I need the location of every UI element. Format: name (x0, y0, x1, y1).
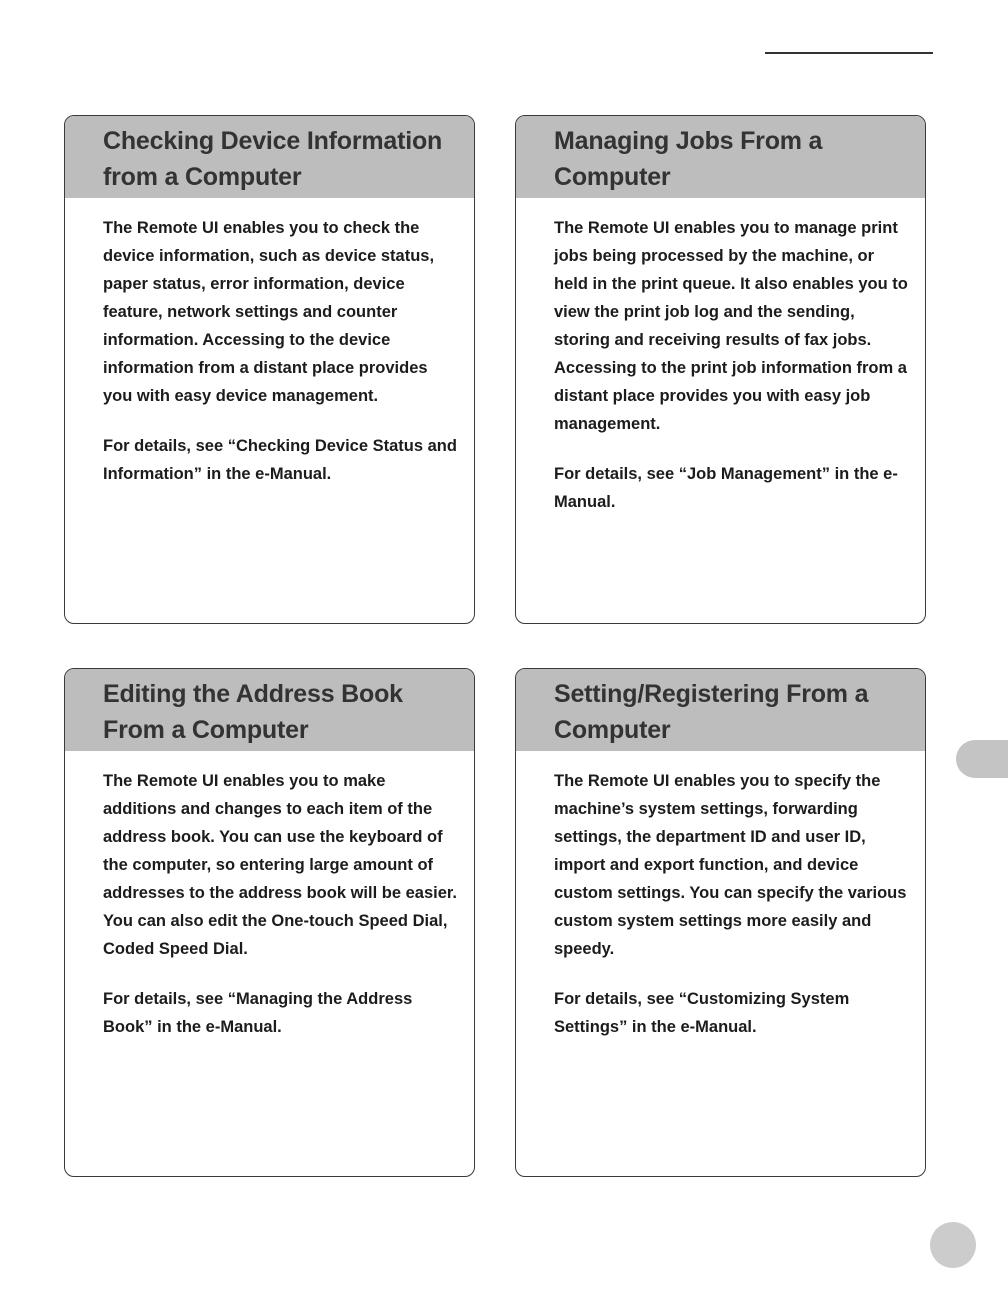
card-description: The Remote UI enables you to manage print jobs being processed by the machine, or held in the print queue. It also enables you to view the print job log and the sending, storing and receiving results of fax jobs. Accessing to the print job information from a distant place provides you with easy job management. (554, 219, 908, 433)
card-checking-device-information (64, 115, 475, 624)
card-body (65, 198, 474, 488)
card-title-line2: From a Computer (103, 716, 309, 744)
card-header (516, 669, 925, 751)
chapter-side-tab (956, 740, 1008, 778)
card-description: The Remote UI enables you to check the device information, such as device status, paper status, error information, device feature, network settings and counter information. Accessing to the device information from a distant place provides you with easy device management. (103, 219, 435, 405)
card-title (554, 676, 915, 748)
card-details-reference: For details, see “Managing the Address Book” in the e-Manual. (103, 990, 413, 1036)
card-body (65, 751, 474, 1041)
card-title (554, 123, 915, 195)
card-title (103, 676, 464, 748)
card-description: The Remote UI enables you to make additions and changes to each item of the address book. You can use the keyboard of the computer, so entering large amount of addresses to the address book will be easier. You can also edit the One-touch Speed Dial, Coded Speed Dial. (103, 772, 457, 958)
card-body (516, 751, 925, 1041)
header-rule (765, 52, 933, 54)
card-body (516, 198, 925, 516)
card-header (516, 116, 925, 198)
card-details-reference: For details, see “Checking Device Status and Information” in the e-Manual. (103, 437, 457, 483)
card-description: The Remote UI enables you to specify the machine’s system settings, forwarding settings, the department ID and user ID, import and export function, and device custom settings. You can specify the various custom system settings more easily and speedy. (554, 772, 907, 958)
card-title-line2: from a Computer (103, 163, 302, 191)
card-details-reference: For details, see “Customizing System Settings” in the e-Manual. (554, 990, 850, 1036)
card-title (103, 123, 464, 195)
card-title-line1: Checking Device Information (103, 127, 443, 155)
card-title-line1: Managing Jobs From a (554, 127, 823, 155)
card-header (65, 116, 474, 198)
card-title-line1: Setting/Registering From a (554, 680, 869, 708)
card-details-reference: For details, see “Job Management” in the e-Manual. (554, 465, 898, 511)
card-title-line1: Editing the Address Book (103, 680, 403, 708)
card-title-line2: Computer (554, 163, 671, 191)
card-header (65, 669, 474, 751)
card-editing-address-book (64, 668, 475, 1177)
card-setting-registering (515, 668, 926, 1177)
card-title-line2: Computer (554, 716, 671, 744)
card-managing-jobs (515, 115, 926, 624)
page-number-circle (930, 1222, 976, 1268)
